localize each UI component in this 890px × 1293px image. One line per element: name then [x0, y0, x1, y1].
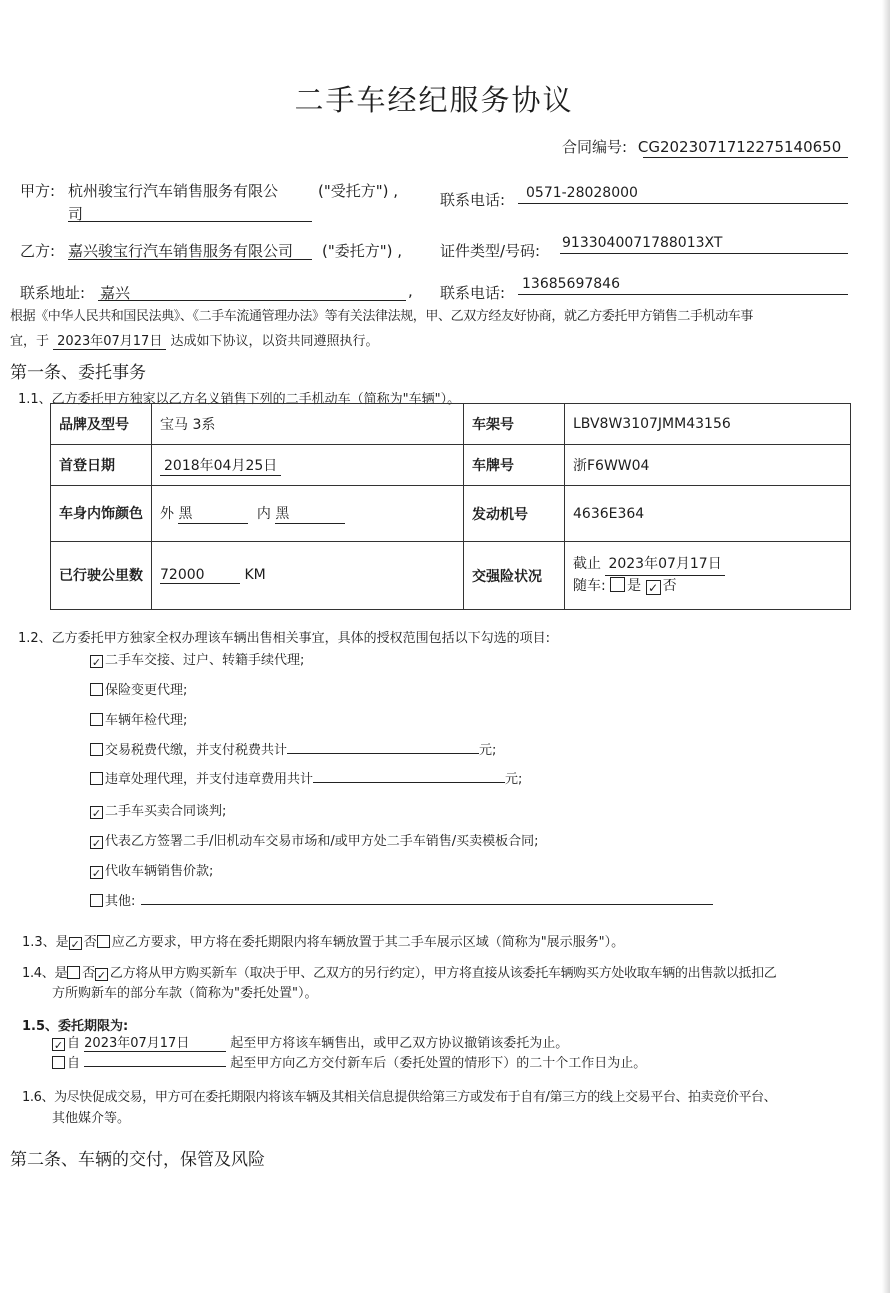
term-option-2-prefix: 自	[67, 1056, 81, 1071]
mileage-label: 已行驶公里数	[51, 542, 152, 610]
insurance-label: 交强险状况	[464, 542, 565, 610]
term-option-2	[52, 1052, 646, 1071]
with-car-no-label: 否	[662, 578, 677, 594]
term-option-1-text: 起至甲方将该车辆售出，或甲乙双方协议撤销该委托为止。	[230, 1036, 569, 1051]
option-tax-unit: 元;	[479, 743, 497, 758]
clause-1-6-line1: 1.6、为尽快促成交易，甲方可在委托期限内将该车辆及其相关信息提供给第三方或发布于自有/第三方的线上交易平台、拍卖竞价平台、	[22, 1090, 777, 1105]
party-a-phone: 0571-28028000	[526, 185, 638, 201]
insurance-until	[573, 554, 842, 576]
preamble-line2	[10, 330, 378, 350]
vin-label: 车架号	[464, 404, 565, 445]
vehicle-table	[50, 403, 851, 610]
option-negotiation	[90, 800, 226, 819]
with-car-label: 随车:	[573, 578, 606, 594]
section-2-title: 第二条、车辆的交付，保管及风险	[10, 1150, 265, 1170]
clause-1-4-no-checkbox[interactable]: ✓	[95, 968, 108, 981]
clause-1-1: 1.1、乙方委托甲方独家以乙方名义销售下列的二手机动车（简称为"车辆"）。	[18, 392, 461, 407]
clause-1-3	[22, 931, 624, 950]
insurance-until-date: 2023年07月17日	[605, 554, 724, 576]
clause-1-6-line2: 其他媒介等。	[52, 1111, 131, 1126]
term-option-1-checkbox[interactable]: ✓	[53, 1039, 64, 1052]
clause-1-4-yes-label: 1.4、是	[22, 966, 68, 981]
option-violation-label: 违章处理代理，并支付违章费用共计	[105, 772, 314, 787]
party-b-address-label: 联系地址:	[20, 284, 86, 302]
brand-value: 宝马 3系	[152, 404, 464, 445]
table-row	[51, 542, 851, 610]
party-b-name: 嘉兴骏宝行汽车销售服务有限公司	[68, 242, 294, 260]
party-b-role: ("委托方") ,	[322, 242, 403, 260]
clause-1-4-yes-checkbox[interactable]	[67, 966, 80, 979]
clause-1-3-no-label: 否	[83, 935, 97, 950]
term-option-1-prefix: 自	[67, 1036, 81, 1051]
option-violation	[90, 768, 522, 787]
party-a-name-line2: 司	[68, 205, 84, 223]
option-other-checkbox[interactable]	[90, 894, 103, 907]
engine-value: 4636E364	[565, 486, 851, 542]
option-inspection-label: 车辆年检代理;	[105, 713, 188, 728]
mileage-value: 72000	[160, 567, 240, 584]
vin-value: LBV8W3107JMM43156	[565, 404, 851, 445]
color-label: 车身内饰颜色	[51, 486, 152, 542]
term-option-1	[52, 1032, 568, 1052]
clause-1-4-text: 乙方将从甲方购买新车（取决于甲、乙双方的另行约定），甲方将直接从该委托车辆购买方处收取车辆的出售款以抵扣乙	[109, 966, 777, 981]
table-row	[51, 445, 851, 486]
reg-date-cell	[152, 445, 464, 486]
option-tax	[90, 739, 496, 758]
option-other	[90, 890, 713, 909]
insurance-cell	[565, 542, 851, 610]
clause-1-2: 1.2、乙方委托甲方独家全权办理该车辆出售相关事宜，具体的授权范围包括以下勾选的项目:	[18, 631, 551, 646]
contract-number-value: CG2023071712275140650	[637, 138, 842, 156]
term-option-1-date: 2023年07月17日	[84, 1032, 226, 1052]
party-a-phone-label: 联系电话:	[440, 191, 506, 209]
option-sign-contract-label: 代表乙方签署二手/旧机动车交易市场和/或甲方处二手车销售/买卖模板合同;	[105, 834, 539, 849]
party-a-label: 甲方:	[20, 182, 56, 200]
option-transfer	[90, 649, 304, 668]
with-car-yes-checkbox[interactable]	[610, 577, 625, 592]
party-b-address: 嘉兴	[100, 284, 131, 302]
option-other-blank[interactable]	[141, 890, 713, 905]
with-car-no-checkbox[interactable]: ✓	[646, 580, 661, 595]
option-violation-unit: 元;	[505, 772, 523, 787]
clause-1-3-yes-checkbox[interactable]: ✓	[70, 938, 80, 951]
clause-1-4-no-label: 否	[82, 966, 95, 981]
option-insurance	[90, 679, 187, 698]
clause-1-5-title: 1.5、委托期限为:	[22, 1019, 129, 1034]
color-cell	[152, 486, 464, 542]
option-collect-payment	[90, 860, 213, 879]
with-car-yes-label: 是	[627, 578, 642, 594]
section-1-title: 第一条、委托事务	[10, 363, 146, 383]
address-comma: ,	[408, 282, 413, 300]
option-insurance-label: 保险变更代理;	[105, 683, 188, 698]
party-a-role: ("受托方") ,	[318, 182, 399, 200]
option-transfer-checkbox[interactable]: ✓	[91, 656, 102, 669]
preamble-prefix: 宜，于	[10, 334, 50, 349]
option-tax-blank[interactable]	[287, 739, 479, 754]
party-b-label: 乙方:	[20, 242, 56, 260]
option-tax-checkbox[interactable]	[90, 743, 103, 756]
option-violation-checkbox[interactable]	[90, 772, 103, 785]
option-negotiation-checkbox[interactable]: ✓	[91, 807, 102, 820]
reg-date-label: 首登日期	[51, 445, 152, 486]
party-b-phone: 13685697846	[522, 276, 620, 292]
mileage-cell	[152, 542, 464, 610]
option-tax-label: 交易税费代缴，并支付税费共计	[105, 743, 288, 758]
party-b-phone-label: 联系电话:	[440, 284, 506, 302]
contract-number	[562, 136, 841, 157]
table-row	[51, 404, 851, 445]
exterior-prefix: 外	[160, 506, 174, 522]
preamble-line1: 根据《中华人民共和国民法典》、《二手车流通管理办法》等有关法律法规，甲、乙双方经友好协商，就乙方委托甲方销售二手机动车事	[10, 309, 754, 324]
option-negotiation-label: 二手车买卖合同谈判;	[105, 804, 227, 819]
option-transfer-label: 二手车交接、过户、转籍手续代理;	[105, 653, 305, 668]
option-collect-payment-label: 代收车辆销售价款;	[105, 864, 214, 879]
option-inspection	[90, 709, 187, 728]
agreement-date: 2023年07月17日	[53, 330, 166, 350]
mileage-unit: KM	[244, 567, 266, 583]
insurance-until-prefix: 截止	[573, 556, 601, 572]
clause-1-3-text: 应乙方要求，甲方将在委托期限内将车辆放置于其二手车展示区域（简称为"展示服务"）。	[111, 935, 625, 950]
term-option-2-text: 起至甲方向乙方交付新车后（委托处置的情形下）的二十个工作日为止。	[230, 1056, 647, 1071]
reg-date-value: 2018年04月25日	[160, 455, 281, 476]
option-sign-contract	[90, 830, 539, 849]
option-sign-contract-checkbox[interactable]: ✓	[91, 837, 102, 850]
option-other-label: 其他:	[105, 894, 136, 909]
interior-prefix: 内	[256, 506, 271, 522]
party-b-id-label: 证件类型/号码:	[440, 242, 541, 260]
option-collect-payment-checkbox[interactable]: ✓	[91, 867, 102, 880]
clause-1-4-line2: 方所购新车的部分车款（简称为"委托处置"）。	[52, 986, 318, 1001]
clause-1-4	[22, 962, 777, 981]
engine-label: 发动机号	[464, 486, 565, 542]
term-option-2-checkbox[interactable]	[52, 1056, 65, 1069]
clause-1-3-yes-label: 1.3、是	[22, 935, 69, 950]
table-row	[51, 486, 851, 542]
plate-label: 车牌号	[464, 445, 565, 486]
exterior-color: 黑	[178, 503, 248, 524]
clause-1-3-no-checkbox[interactable]	[97, 935, 110, 948]
party-b-id-value: 9133040071788013XT	[562, 235, 723, 251]
term-option-2-blank[interactable]	[84, 1052, 226, 1067]
option-insurance-checkbox[interactable]	[90, 683, 103, 696]
insurance-with-car	[573, 576, 842, 597]
option-violation-blank[interactable]	[313, 768, 505, 783]
brand-label: 品牌及型号	[51, 404, 152, 445]
interior-color: 黑	[275, 503, 345, 524]
preamble-suffix: 达成如下协议，以资共同遵照执行。	[170, 334, 379, 349]
plate-value: 浙F6WW04	[565, 445, 851, 486]
document-title: 二手车经纪服务协议	[294, 83, 574, 117]
option-inspection-checkbox[interactable]	[90, 713, 103, 726]
contract-number-label: 合同编号:	[562, 138, 628, 156]
party-a-name-line1: 杭州骏宝行汽车销售服务有限公	[68, 182, 279, 200]
scan-edge	[882, 0, 890, 1293]
